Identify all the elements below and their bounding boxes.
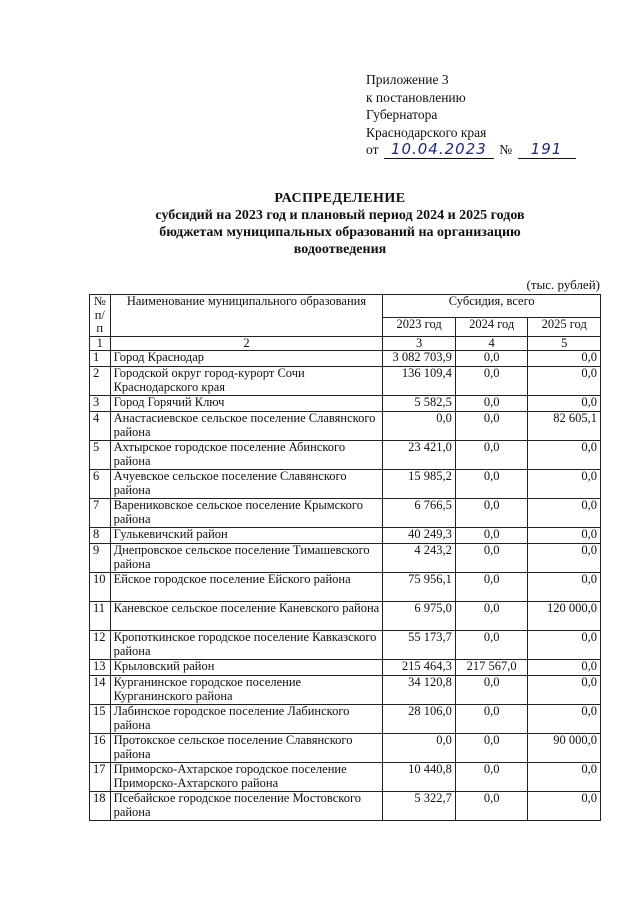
row-subsidy-2024: 0,0 xyxy=(455,396,528,412)
row-number: 4 xyxy=(90,412,111,441)
index-cell: 2 xyxy=(110,336,383,351)
row-subsidy-2023: 23 421,0 xyxy=(383,441,456,470)
row-municipality-name: Каневское сельское поселение Каневского района xyxy=(110,602,383,631)
table-row xyxy=(90,660,601,676)
row-subsidy-2025: 0,0 xyxy=(528,544,601,573)
header-subsidy: Субсидия, всего xyxy=(383,295,601,318)
title-subtitle-line-2: бюджетам муниципальных образований на организацию xyxy=(159,225,521,240)
row-subsidy-2023: 6 975,0 xyxy=(383,602,456,631)
row-subsidy-2023: 10 440,8 xyxy=(383,763,456,792)
table-row xyxy=(90,528,601,544)
row-subsidy-2023: 55 173,7 xyxy=(383,631,456,660)
row-municipality-name: Псебайское городское поселение Мостовского района xyxy=(110,792,383,821)
row-subsidy-2024: 0,0 xyxy=(455,351,528,367)
units-label: (тыс. рублей) xyxy=(526,277,600,292)
table-row xyxy=(90,573,601,602)
table-row xyxy=(90,412,601,441)
row-number: 6 xyxy=(90,470,111,499)
row-subsidy-2024: 0,0 xyxy=(455,705,528,734)
row-number: 14 xyxy=(90,676,111,705)
index-cell: 3 xyxy=(383,336,456,351)
table-row xyxy=(90,631,601,660)
row-number: 18 xyxy=(90,792,111,821)
table-row xyxy=(90,705,601,734)
row-subsidy-2025: 120 000,0 xyxy=(528,602,601,631)
appendix-line-4: Краснодарского края xyxy=(366,124,487,140)
row-municipality-name: Город Горячий Ключ xyxy=(110,396,383,412)
table-row xyxy=(90,602,601,631)
document-title xyxy=(40,190,640,258)
row-number: 17 xyxy=(90,763,111,792)
row-subsidy-2023: 0,0 xyxy=(383,412,456,441)
row-municipality-name: Ахтырское городское поселение Абинского района xyxy=(110,441,383,470)
row-subsidy-2025: 0,0 xyxy=(528,573,601,602)
row-municipality-name: Городской округ город-курорт Сочи Краснодарского края xyxy=(110,367,383,396)
table-row xyxy=(90,396,601,412)
row-subsidy-2024: 0,0 xyxy=(455,573,528,602)
row-number: 1 xyxy=(90,351,111,367)
row-subsidy-2025: 0,0 xyxy=(528,528,601,544)
row-subsidy-2025: 0,0 xyxy=(528,676,601,705)
row-number: 10 xyxy=(90,573,111,602)
row-subsidy-2025: 0,0 xyxy=(528,367,601,396)
decree-number: 191 xyxy=(518,141,576,159)
title-subtitle-line-1: субсидий на 2023 год и плановый период 2024 и 2025 годов xyxy=(155,208,525,223)
row-subsidy-2024: 0,0 xyxy=(455,441,528,470)
table-row xyxy=(90,499,601,528)
row-subsidy-2024: 0,0 xyxy=(455,602,528,631)
from-label: от xyxy=(366,142,379,157)
row-number: 16 xyxy=(90,734,111,763)
decree-date: 10.04.2023 xyxy=(384,141,494,159)
row-municipality-name: Ейское городское поселение Ейского района xyxy=(110,573,383,602)
row-subsidy-2023: 34 120,8 xyxy=(383,676,456,705)
row-number: 8 xyxy=(90,528,111,544)
row-municipality-name: Лабинское городское поселение Лабинского района xyxy=(110,705,383,734)
row-municipality-name: Курганинское городское поселение Курганинского района xyxy=(110,676,383,705)
row-subsidy-2025: 0,0 xyxy=(528,351,601,367)
row-subsidy-2023: 136 109,4 xyxy=(383,367,456,396)
row-municipality-name: Гулькевичский район xyxy=(110,528,383,544)
number-label: № xyxy=(499,142,513,157)
row-subsidy-2024: 0,0 xyxy=(455,499,528,528)
row-municipality-name: Крыловский район xyxy=(110,660,383,676)
row-municipality-name: Протокское сельское поселение Славянского района xyxy=(110,734,383,763)
index-cell: 4 xyxy=(455,336,528,351)
row-municipality-name: Ачуевское сельское поселение Славянского района xyxy=(110,470,383,499)
row-subsidy-2024: 0,0 xyxy=(455,367,528,396)
row-subsidy-2023: 40 249,3 xyxy=(383,528,456,544)
row-subsidy-2025: 0,0 xyxy=(528,705,601,734)
appendix-block xyxy=(366,71,576,159)
header-year-2023: 2023 год xyxy=(383,318,456,336)
row-number: 11 xyxy=(90,602,111,631)
row-subsidy-2025: 0,0 xyxy=(528,631,601,660)
column-index-row xyxy=(90,336,601,351)
row-subsidy-2025: 0,0 xyxy=(528,441,601,470)
table-row xyxy=(90,351,601,367)
title-subtitle-line-3: водоотведения xyxy=(293,242,387,257)
header-year-2024: 2024 год xyxy=(455,318,528,336)
table-row xyxy=(90,441,601,470)
table-row xyxy=(90,792,601,821)
row-subsidy-2024: 0,0 xyxy=(455,734,528,763)
table-row xyxy=(90,676,601,705)
row-number: 12 xyxy=(90,631,111,660)
row-subsidy-2023: 5 582,5 xyxy=(383,396,456,412)
table-row xyxy=(90,470,601,499)
row-subsidy-2024: 0,0 xyxy=(455,544,528,573)
row-subsidy-2025: 0,0 xyxy=(528,660,601,676)
index-cell: 5 xyxy=(528,336,601,351)
row-subsidy-2024: 217 567,0 xyxy=(455,660,528,676)
row-number: 3 xyxy=(90,396,111,412)
row-subsidy-2023: 15 985,2 xyxy=(383,470,456,499)
subsidy-table xyxy=(89,294,601,821)
row-subsidy-2024: 0,0 xyxy=(455,470,528,499)
row-municipality-name: Приморско-Ахтарское городское поселение Приморско-Ахтарского района xyxy=(110,763,383,792)
header-name: Наименование муниципального образования xyxy=(110,295,383,337)
row-municipality-name: Днепровское сельское поселение Тимашевского района xyxy=(110,544,383,573)
row-number: 7 xyxy=(90,499,111,528)
table-row xyxy=(90,367,601,396)
header-year-2025: 2025 год xyxy=(528,318,601,336)
table-row xyxy=(90,734,601,763)
row-number: 5 xyxy=(90,441,111,470)
title-main: РАСПРЕДЕЛЕНИЕ xyxy=(274,191,406,206)
index-cell: 1 xyxy=(90,336,111,351)
row-municipality-name: Анастасиевское сельское поселение Славянского района xyxy=(110,412,383,441)
appendix-line-3: Губернатора xyxy=(366,107,438,122)
appendix-line-2: к постановлению xyxy=(366,89,466,105)
row-subsidy-2025: 82 605,1 xyxy=(528,412,601,441)
row-subsidy-2025: 90 000,0 xyxy=(528,734,601,763)
row-subsidy-2025: 0,0 xyxy=(528,396,601,412)
row-subsidy-2023: 215 464,3 xyxy=(383,660,456,676)
row-municipality-name: Кропоткинское городское поселение Кавказского района xyxy=(110,631,383,660)
row-subsidy-2024: 0,0 xyxy=(455,631,528,660)
decree-date-number-row xyxy=(366,141,576,159)
row-subsidy-2024: 0,0 xyxy=(455,763,528,792)
header-num: № п/п xyxy=(90,295,111,337)
row-subsidy-2025: 0,0 xyxy=(528,792,601,821)
table-row xyxy=(90,544,601,573)
row-subsidy-2024: 0,0 xyxy=(455,792,528,821)
table-row xyxy=(90,763,601,792)
row-number: 13 xyxy=(90,660,111,676)
row-municipality-name: Город Краснодар xyxy=(110,351,383,367)
row-subsidy-2024: 0,0 xyxy=(455,412,528,441)
row-number: 2 xyxy=(90,367,111,396)
row-subsidy-2023: 75 956,1 xyxy=(383,573,456,602)
row-subsidy-2023: 3 082 703,9 xyxy=(383,351,456,367)
row-subsidy-2023: 6 766,5 xyxy=(383,499,456,528)
appendix-line-1: Приложение 3 xyxy=(366,72,449,87)
row-subsidy-2024: 0,0 xyxy=(455,676,528,705)
row-number: 15 xyxy=(90,705,111,734)
row-municipality-name: Варениковское сельское поселение Крымского района xyxy=(110,499,383,528)
row-subsidy-2023: 5 322,7 xyxy=(383,792,456,821)
row-subsidy-2023: 0,0 xyxy=(383,734,456,763)
table-header-row-1 xyxy=(90,295,601,318)
row-number: 9 xyxy=(90,544,111,573)
row-subsidy-2024: 0,0 xyxy=(455,528,528,544)
row-subsidy-2023: 4 243,2 xyxy=(383,544,456,573)
row-subsidy-2025: 0,0 xyxy=(528,470,601,499)
row-subsidy-2025: 0,0 xyxy=(528,499,601,528)
row-subsidy-2023: 28 106,0 xyxy=(383,705,456,734)
row-subsidy-2025: 0,0 xyxy=(528,763,601,792)
